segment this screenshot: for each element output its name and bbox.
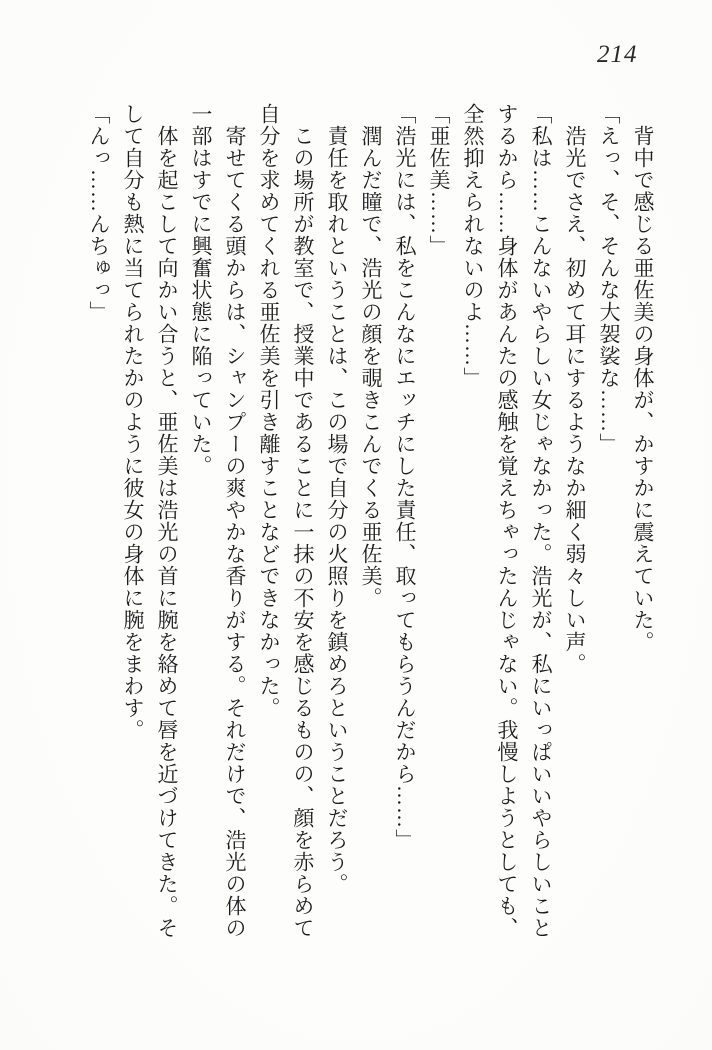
text-line: するから……身体があんたの感触を覚えちゃったんじゃない。我慢しようとしても、 [495,103,519,939]
text-line: して自分も熱に当てられたかのように彼女の身体に腕をまわす。 [121,103,145,741]
text-line: 「えっ、そ、そんな大袈裟な……」 [597,103,621,455]
text-line: 「私は……こんないやらしい女じゃなかった。浩光が、私にいっぱいいやらしいこと [529,103,553,939]
text-line: 「浩光には、私をこんなにエッチにした責任、取ってもらうんだから……」 [393,103,417,851]
text-line: 一部はすでに興奮状態に陥っていた。 [189,103,213,477]
text-line: 背中で感じる亜佐美の身体が、かすかに震えていた。 [631,103,655,653]
text-line: 体を起こして向かい合うと、亜佐美は浩光の首に腕を絡めて唇を近づけてきた。そ [155,103,179,939]
text-line: 自分を求めてくれる亜佐美を引き離すことなどできなかった。 [257,103,281,719]
text-line: この場所が教室で、授業中であることに一抹の不安を感じるものの、顔を赤らめて [291,103,315,939]
text-line: 寄せてくる頭からは、シャンプーの爽やかな香りがする。それだけで、浩光の体の [223,103,247,939]
text-line: 責任を取れということは、この場で自分の火照りを鎮めろということだろう。 [325,103,349,895]
page-number: 214 [597,41,638,68]
text-line: 「んっ……んちゅっ」 [87,103,111,323]
text-line: 「亜佐美……」 [427,103,451,257]
text-line: 浩光でさえ、初めて耳にするようなか細く弱々しい声。 [563,103,587,675]
vertical-text-block [82,103,660,959]
text-line: 潤んだ瞳で、浩光の顔を覗きこんでくる亜佐美。 [359,103,383,609]
text-line: 全然抑えられないのよ……」 [461,103,485,389]
